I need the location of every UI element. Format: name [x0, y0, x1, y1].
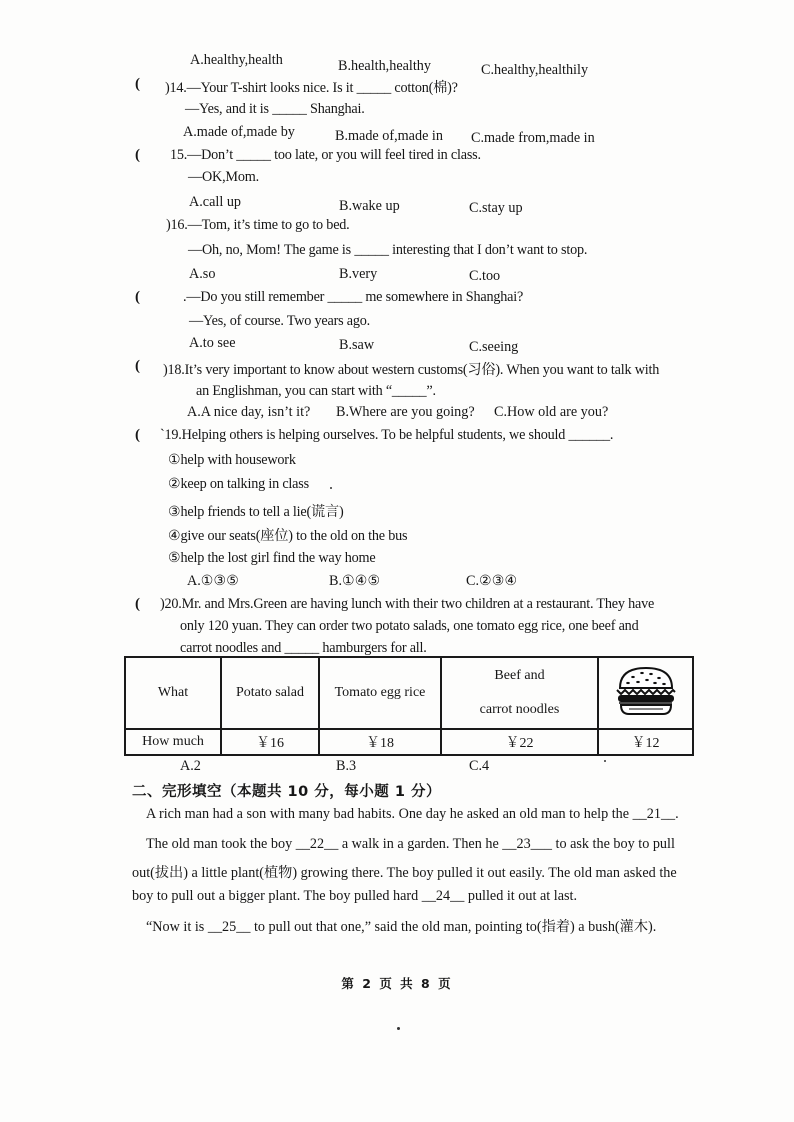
q14-answer-paren[interactable]: ( [135, 76, 140, 92]
q15-question: 15.—Don’t _____ too late, or you will feel tired in class. [170, 147, 481, 163]
q18-question-cont: an Englishman, you can start with “_____”. [196, 383, 436, 399]
cloze-paragraph-line-4: boy to pull out a bigger plant. The boy pulled hard __24__ pulled it out at last. [132, 888, 578, 904]
q15-option-c: C.stay up [469, 200, 523, 216]
scan-speck [397, 1027, 400, 1030]
beef-noodles-line1: Beef and [494, 668, 545, 683]
q15-option-a: A.call up [189, 194, 242, 210]
hamburger-icon [613, 665, 679, 717]
q20-answer-paren[interactable]: ( [135, 596, 140, 612]
table-row-label-what: What [125, 657, 221, 729]
q19-option-a: A.①③⑤ [187, 573, 239, 589]
q16-option-b: B.very [339, 266, 378, 282]
q16-option-c: C.too [469, 268, 501, 284]
q20-option-c: C.4 [469, 758, 490, 774]
section-2-heading: 二、完形填空（本题共 10 分，每小题 1 分） [132, 784, 441, 800]
table-item-beef-noodles [441, 657, 598, 729]
q18-answer-paren[interactable]: ( [135, 358, 140, 374]
q14-question: )14.—Your T-shirt looks nice. Is it _____ cotton(棉)? [165, 80, 458, 96]
price-tomato-egg-rice: ￥18 [319, 729, 441, 755]
table-row-label-how-much: How much [125, 729, 221, 755]
scan-speck [604, 760, 606, 762]
q19-item-5: ⑤help the lost girl find the way home [168, 550, 376, 566]
q17-response: —Yes, of course. Two years ago. [189, 313, 371, 329]
q19-item-2: ②keep on talking in class [168, 476, 309, 492]
q14-response: —Yes, and it is _____ Shanghai. [185, 101, 365, 117]
q15-answer-paren[interactable]: ( [135, 147, 140, 163]
q15-option-b: B.wake up [339, 198, 400, 214]
cloze-paragraph-line-3: out(拔出) a little plant(植物) growing there. The boy pulled it out easily. The old man asked the [132, 865, 677, 881]
q17-option-c: C.seeing [469, 339, 519, 355]
q14-option-c: C.made from,made in [471, 130, 595, 146]
q20-option-a: A.2 [180, 758, 201, 774]
q17-option-b: B.saw [339, 337, 375, 353]
q19-option-c: C.②③④ [466, 573, 518, 589]
q17-option-a: A.to see [189, 335, 236, 351]
q19-item-3: ③help friends to tell a lie(谎言) [168, 504, 344, 520]
price-hamburger: ￥12 [598, 729, 693, 755]
q16-response: —Oh, no, Mom! The game is _____ interesting that I don’t want to stop. [188, 242, 588, 258]
q15-response: —OK,Mom. [188, 169, 259, 185]
beef-noodles-line2: carrot noodles [479, 702, 560, 717]
q20-question: )20.Mr. and Mrs.Green are having lunch with their two children at a restaurant. They have [160, 596, 655, 612]
price-potato-salad: ￥16 [221, 729, 319, 755]
q18-option-c: C.How old are you? [494, 404, 609, 420]
q14-option-a: A.made of,made by [183, 124, 295, 140]
page-footer: 第 2 页 共 8 页 [341, 976, 453, 991]
cloze-paragraph-line-2: The old man took the boy __22__ a walk in a garden. Then he __23___ to ask the boy to pull [146, 836, 675, 852]
q20-question-cont-2: carrot noodles and _____ hamburgers for all. [180, 640, 427, 656]
cloze-paragraph-line-1: A rich man had a son with many bad habits. One day he asked an old man to help the __21__. [146, 806, 679, 822]
q17-question: .—Do you still remember _____ me somewhere in Shanghai? [183, 289, 524, 305]
q18-option-b: B.Where are you going? [336, 404, 475, 420]
q20-question-cont: only 120 yuan. They can order two potato salads, one tomato egg rice, one beef and [180, 618, 639, 634]
q18-option-a: A.A nice day, isn’t it? [187, 404, 311, 420]
q13-option-c: C.healthy,healthily [481, 62, 589, 78]
q16-question: )16.—Tom, it’s time to go to bed. [166, 217, 350, 233]
q19-option-b: B.①④⑤ [329, 573, 381, 589]
scan-speck [330, 487, 332, 489]
q19-item-1: ①help with housework [168, 452, 296, 468]
price-beef-noodles: ￥22 [441, 729, 598, 755]
table-item-tomato-egg-rice: Tomato egg rice [319, 657, 441, 729]
q13-option-b: B.health,healthy [338, 58, 431, 74]
q19-question: `19.Helping others is helping ourselves. To be helpful students, we should ______. [160, 427, 614, 443]
q18-question: )18.It’s very important to know about western customs(习俗). When you want to talk with [163, 362, 660, 378]
table-item-potato-salad: Potato salad [221, 657, 319, 729]
q19-item-4: ④give our seats(座位) to the old on the bus [168, 528, 408, 544]
q13-option-a: A.healthy,health [190, 52, 283, 68]
q17-answer-paren[interactable]: ( [135, 289, 140, 305]
cloze-paragraph-line-5: “Now it is __25__ to pull out that one,” said the old man, pointing to(指着) a bush(灌木). [146, 919, 657, 935]
price-table [124, 656, 694, 756]
q20-option-b: B.3 [336, 758, 357, 774]
table-item-hamburger [598, 657, 693, 729]
q19-answer-paren[interactable]: ( [135, 427, 140, 443]
q14-option-b: B.made of,made in [335, 128, 443, 144]
q16-option-a: A.so [189, 266, 216, 282]
